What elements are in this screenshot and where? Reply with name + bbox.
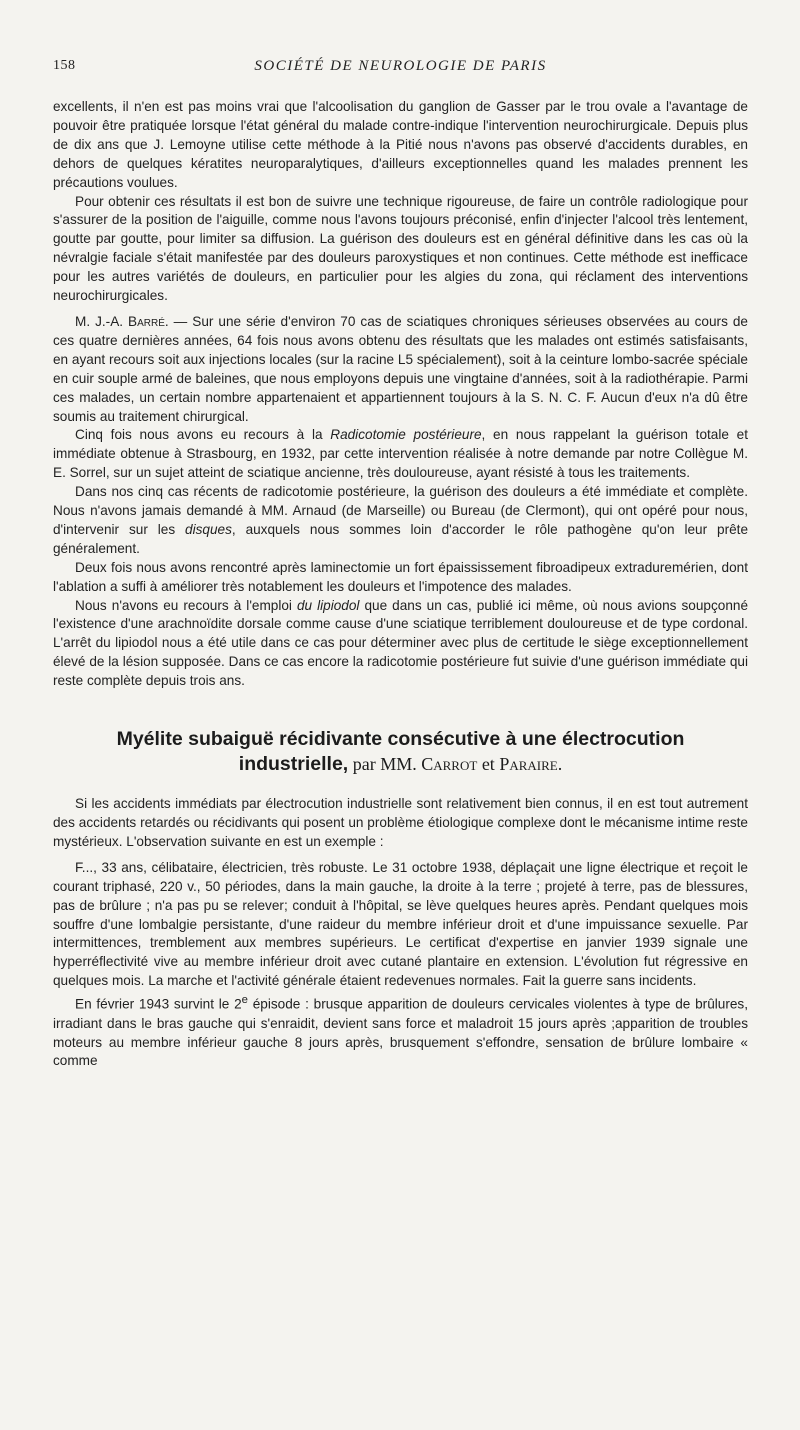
author-carrot: Carrot xyxy=(421,754,478,775)
body-text xyxy=(53,98,748,1071)
page xyxy=(0,58,800,1430)
paragraph-barre-intro xyxy=(53,313,748,426)
italic-term: disques xyxy=(185,521,232,537)
byline-and: et xyxy=(477,754,500,775)
byline-end: . xyxy=(557,754,563,775)
author-paraire: Paraire xyxy=(499,754,558,775)
paragraph-technique: Pour obtenir ces résultats il est bon de suivre une technique rigoureuse, de faire un contrôle radiologique pour s'assurer de la position de l'aiguille, comme nous l'avons toujours préconisé, enfin d'injecter l'alcool très lentement, goutte par goutte, pour limiter sa diffusion. La guérison des douleurs est en général définitive dans les cas où la névralgie faciale s'était manifestée par des douleurs paroxystiques et non continues. Cette méthode est inefficace pour les autres variétés de douleurs, en particulier pour les algies du zona, qui réclament des interventions neurochirurgicales. xyxy=(53,193,748,304)
paragraph-cinq-cas xyxy=(53,483,748,559)
italic-term: du lipiodol xyxy=(296,597,360,613)
paragraph-intro-electrocution: Si les accidents immédiats par électrocution industrielle sont relativement bien connus, il en est tout autrement des accidents retardés ou récidivants qui posent un problème étiologique complexe dont le mécanisme intime reste mystérieux. L'observation suivante en est un exemple : xyxy=(53,796,748,849)
speaker-name: Barré xyxy=(128,313,165,329)
paragraph-laminectomie: Deux fois nous avons rencontré après laminectomie un fort épaississement fibroadipeux extraduremérien, dont l'ablation a suffi à améliorer très notablement les douleurs et l'impotence des malades. xyxy=(53,559,748,594)
text-span: , en nous rappelant la guérison totale et immédiate obtenue à Strasbourg, en 1932, par cette intervention réalisée à notre demande par notre Collègue M. E. Sorrel, sur un sujet atteint de sciatique ancienne, très douloureuse, ayant résisté à tous les traitements. xyxy=(53,427,748,481)
paragraph-lipiodol xyxy=(53,597,748,692)
byline-prefix: par MM. xyxy=(348,754,422,775)
paragraph-gasser: excellents, il n'en est pas moins vrai que l'alcoolisation du ganglion de Gasser par le trou ovale a l'avantage de pouvoir être pratiquée lorsque l'état général du malade contre-indique l'intervention neurochirurgicale. Depuis plus de dix ans que J. Lemoyne utilise cette méthode à la Pitié nous n'avons pas observé d'accidents durables, en dehors de quelques kératites neuroparalytiques, d'ailleurs exceptionnelles quand les malades prennent les précautions voulues. xyxy=(53,99,748,190)
speaker-prefix: M. J.-A. xyxy=(75,313,129,329)
text-span: En février 1943 survint le 2 xyxy=(75,996,242,1012)
superscript: e xyxy=(241,994,248,1007)
byline xyxy=(348,754,562,774)
title-tail: industrielle, xyxy=(238,753,349,776)
text-span: épisode : brusque apparition de douleurs cervicales violentes à type de brûlures, irradiant dans le bras gauche qui s'enraidit, devient sans force et maladroit 15 jours après ;apparition de troubles moteurs au membre inférieur gauche 8 jours après, brusquement s'effondre, sensation de brûlure lombaire « comme xyxy=(53,996,748,1069)
article-title xyxy=(53,727,748,777)
journal-title: SOCIÉTÉ DE NEUROLOGIE DE PARIS xyxy=(254,58,547,74)
text-span: Dans nos cinq cas récents de radicotomie postérieure, la guérison des douleurs a été immédiate et complète. Nous n'avons jamais demandé à MM. Arnaud (de Marseille) ou Bureau (de Clermont), qui ont opéré pour nous, d'intervenir sur les xyxy=(53,484,748,537)
running-head xyxy=(53,58,748,80)
text-span: Nous n'avons eu recours à l'emploi xyxy=(75,597,297,613)
text-span: Cinq fois nous avons eu recours à la xyxy=(75,427,331,443)
page-number: 158 xyxy=(53,58,76,73)
paragraph-case-history: F..., 33 ans, célibataire, électricien, très robuste. Le 31 octobre 1938, déplaçait une ligne électrique et reçoit le courant triphasé, 220 v., 50 périodes, dans la main gauche, la droite à la terre ; projeté à terre, pas de blessures, pas de brûlure ; n'a pas pu se relever; conduit à l'hôpital, se lève quelques heures après. Pendant quelques mois souffre d'une lombalgie persistante, d'une raideur du membre inférieur droit et d'une impuissance sexuelle. Par intermittences, tremblement aux membres supérieurs. Le certificat d'expertise en janvier 1939 signale une hyperréflectivité vive au membre inférieur droit avec cutané plantaire en extension. L'évolution fut régressive en quelques mois. La marche et l'activité générale étaient redevenues normales. Fait la guerre sans incidents. xyxy=(53,859,748,989)
article-title-line1: Myélite subaiguë récidivante consécutive à une électrocution xyxy=(116,728,685,751)
italic-term: Radicotomie postérieure xyxy=(330,427,482,443)
paragraph-second-episode xyxy=(53,991,748,1071)
barre-intro-text: . — Sur une série d'environ 70 cas de sciatiques chroniques sérieuses observées au cours de ces quatre dernières années, 64 fois nous avons obtenu des résultats que les malades ont estimés satisfaisants, en ayant recours soit aux injections locales (sur la racine L5 spécialement), soit à la ceinture lombo-sacrée spéciale en cuir souple armé de baleines, que nous employons depuis une vingtaine d'années, soit à la radiothérapie. Parmi ces malades, un certain nombre appartenaient et appartiennent toujours à la S. N. C. F. Aucun d'eux n'a dû être soumis au traitement chirurgical. xyxy=(53,313,748,424)
article-title-line2 xyxy=(53,752,748,777)
paragraph-radicotomie xyxy=(53,426,748,483)
text-span: , auxquels nous sommes loin d'accorder le rôle pathogène qu'on leur prête généralement. xyxy=(53,521,749,556)
text-span: que dans un cas, publié ici même, où nous avions soupçonné l'existence d'une arachnoïdite dorsale comme cause d'une sciatique terriblement douloureuse et de type cordonal. L'arrêt du lipiodol nous a été utile dans ce cas pour déterminer avec plus de certitude le siège exceptionnellement élevé de la lésion supposée. Dans ce cas encore la radicotomie postérieure fut suivie d'une guérison immédiate qui reste complète depuis trois ans. xyxy=(53,597,748,689)
